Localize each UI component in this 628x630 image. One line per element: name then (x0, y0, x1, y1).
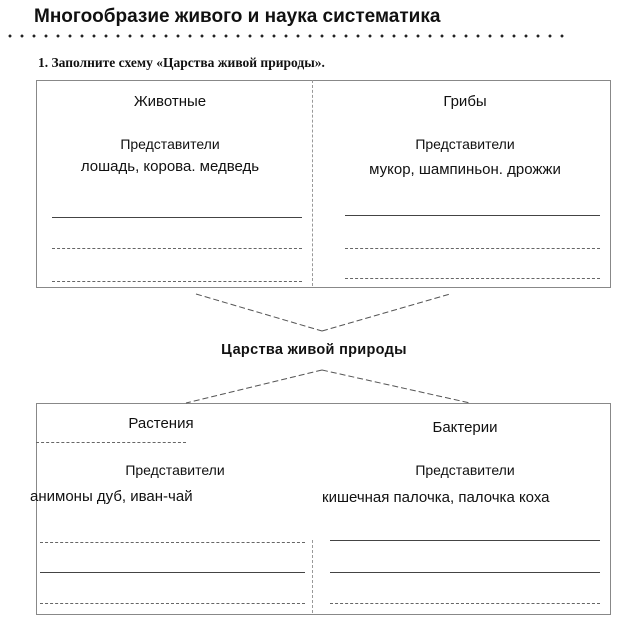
answer-line (52, 248, 302, 249)
connector-bacteria (322, 370, 470, 403)
answer-line (40, 542, 305, 543)
reps-label-bacteria: Представители (415, 462, 515, 478)
answer-line (345, 215, 600, 216)
answer-line (330, 540, 600, 541)
connector-fungi (322, 294, 450, 331)
reps-plants: анимоны дуб, иван-чай (30, 488, 193, 505)
kingdom-name-plants: Растения (128, 415, 194, 432)
answer-line (345, 278, 600, 279)
reps-bacteria: кишечная палочка, палочка коха (322, 489, 550, 506)
answer-line (330, 603, 600, 604)
page-title: Многообразие живого и наука систематика (34, 6, 441, 27)
kingdom-name-animals: Животные (133, 93, 207, 110)
reps-label-fungi: Представители (415, 136, 515, 152)
reps-label-animals: Представители (120, 136, 220, 152)
task-instruction: 1. Заполните схему «Царства живой природы». (38, 55, 325, 70)
answer-line (345, 248, 600, 249)
answer-line (52, 217, 302, 218)
answer-line (52, 281, 302, 282)
connector-animals (196, 294, 322, 331)
connector-plants (186, 370, 322, 403)
kingdom-name-fungi: Грибы (443, 93, 487, 110)
kingdom-name-bacteria: Бактерии (432, 419, 498, 436)
reps-animals: лошадь, корова. медведь (80, 158, 260, 175)
answer-line (40, 572, 305, 573)
reps-fungi: мукор, шампиньон. дрожжи (369, 161, 561, 178)
answer-line (40, 603, 305, 604)
name-underline (36, 442, 186, 443)
scheme-center-title: Царства живой природы (221, 342, 407, 358)
answer-line (330, 572, 600, 573)
reps-label-plants: Представители (125, 462, 225, 478)
